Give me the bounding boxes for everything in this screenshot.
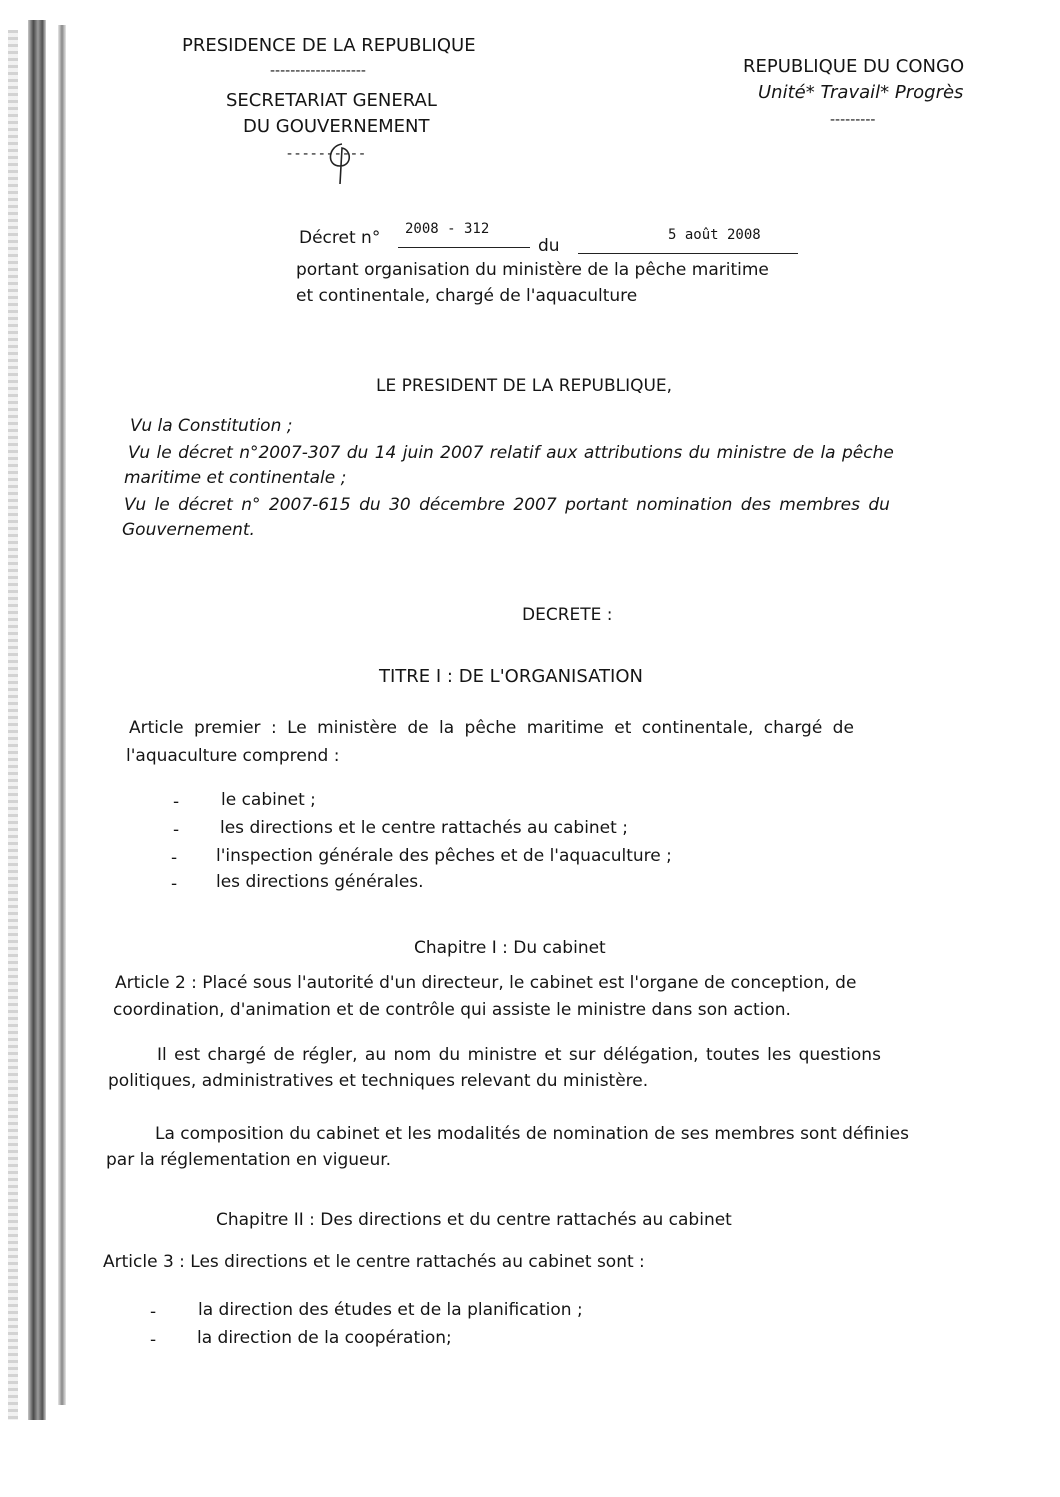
president-heading: LE PRESIDENT DE LA REPUBLIQUE, xyxy=(376,376,673,396)
decree-number: 2008 - 312 xyxy=(405,221,490,237)
decree-du: du xyxy=(538,236,560,256)
scan-edge-shadow xyxy=(58,25,66,1405)
list-item: la direction des études et de la planification ; xyxy=(198,1300,583,1320)
decree-date-line xyxy=(578,253,798,254)
list-bullet: - xyxy=(150,1302,157,1322)
article-2-text: Article 2 : Placé sous l'autorité d'un directeur, le cabinet est l'organe de conception, de xyxy=(115,973,857,993)
list-item: les directions générales. xyxy=(216,872,424,892)
decree-number-line xyxy=(398,247,530,248)
decree-subject: portant organisation du ministère de la pêche maritime xyxy=(296,260,769,280)
chapter-heading: Chapitre II : Des directions et du centre rattachés au cabinet xyxy=(216,1210,732,1230)
preamble-decree: maritime et continentale ; xyxy=(124,468,347,488)
list-bullet: - xyxy=(173,820,180,840)
list-bullet: - xyxy=(171,874,178,894)
list-bullet: - xyxy=(173,792,180,812)
header-separator: ---------- xyxy=(287,146,368,162)
article-2-text: La composition du cabinet et les modalités de nomination de ses membres sont définies xyxy=(155,1124,909,1144)
article-3-text: Article 3 : Les directions et le centre rattachés au cabinet sont : xyxy=(103,1252,645,1272)
decree-prefix: Décret n° xyxy=(299,228,381,248)
article-1-text: l'aquaculture comprend : xyxy=(126,746,340,766)
preamble-decree: Vu le décret n°2007-307 du 14 juin 2007 relatif aux attributions du ministre de la pêche xyxy=(128,443,894,463)
header-country: REPUBLIQUE DU CONGO xyxy=(743,56,965,77)
signature-mark xyxy=(320,136,360,192)
article-2-text: coordination, d'animation et de contrôle qui assiste le ministre dans son action. xyxy=(113,1000,791,1020)
list-bullet: - xyxy=(150,1330,157,1350)
article-2-text: politiques, administratives et techniques relevant du ministère. xyxy=(108,1071,649,1091)
article-2-text: par la réglementation en vigueur. xyxy=(106,1150,392,1170)
list-item: le cabinet ; xyxy=(221,790,316,810)
list-item: l'inspection générale des pêches et de l'aquaculture ; xyxy=(216,846,672,866)
header-separator: --------- xyxy=(830,112,876,128)
scan-edge-shadow xyxy=(28,20,46,1420)
decree-date: 5 août 2008 xyxy=(668,227,761,243)
scan-edge-shadow xyxy=(8,30,18,1420)
list-bullet: - xyxy=(171,848,178,868)
chapter-heading: Chapitre I : Du cabinet xyxy=(414,938,606,958)
header-gouvernement: DU GOUVERNEMENT xyxy=(243,116,430,137)
list-item: la direction de la coopération; xyxy=(197,1328,452,1348)
decrete-heading: DECRETE : xyxy=(522,605,613,625)
header-motto: Unité* Travail* Progrès xyxy=(758,82,964,103)
header-secretariat: SECRETARIAT GENERAL xyxy=(226,90,437,111)
list-item: les directions et le centre rattachés au cabinet ; xyxy=(220,818,628,838)
preamble-constitution: Vu la Constitution ; xyxy=(130,416,293,436)
titre-heading: TITRE I : DE L'ORGANISATION xyxy=(379,666,643,687)
preamble-decree: Gouvernement. xyxy=(122,520,255,540)
decree-subject: et continentale, chargé de l'aquaculture xyxy=(296,286,638,306)
article-2-text: Il est chargé de régler, au nom du ministre et sur délégation, toutes les questions xyxy=(157,1045,881,1065)
article-1-text: Article premier : Le ministère de la pêche maritime et continentale, chargé de xyxy=(129,718,854,738)
preamble-decree: Vu le décret n° 2007-615 du 30 décembre 2007 portant nomination des membres du xyxy=(124,495,890,515)
header-presidence: PRESIDENCE DE LA REPUBLIQUE xyxy=(182,35,476,56)
header-separator: ------------------- xyxy=(270,63,366,79)
